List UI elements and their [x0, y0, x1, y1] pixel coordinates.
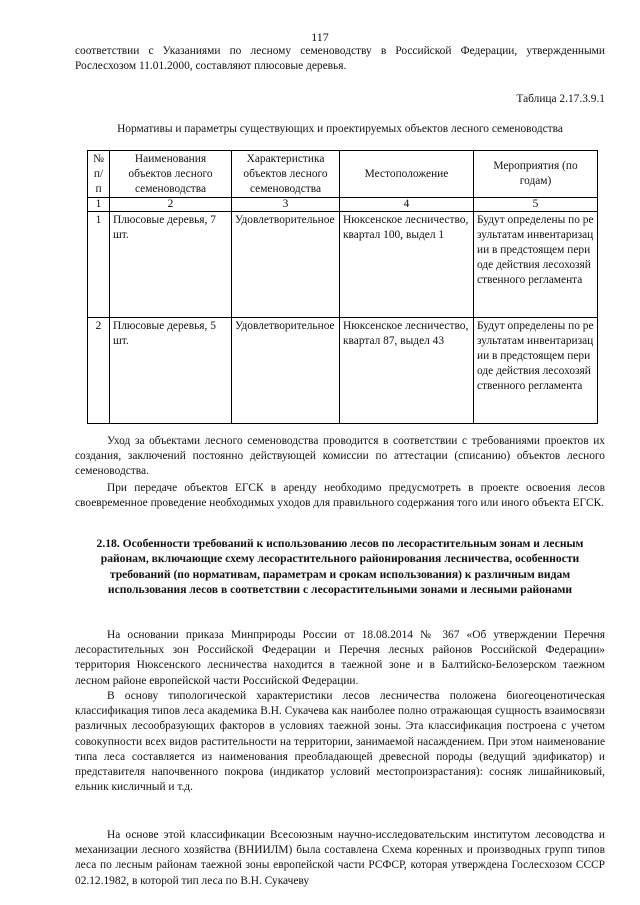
row-measures: Будут определены по результатам инвентаризации в предстоящем периоде действия лесохозяйственного регламента [474, 318, 598, 424]
paragraph-scheme: На основе этой классификации Всесоюзным научно-исследовательским институтом лесоводства и механизации лесного хозяйства (ВНИИЛМ) была составлена Схема коренных и производных групп типов леса по лесным районам таежной зоны европейской части РСФСР, которая утверждена Гослесхозом СССР 02.12.1982, в которой тип леса по В.Н. Сукачеву [75, 829, 605, 887]
column-number: 4 [340, 198, 474, 212]
row-measures: Будут определены по результатам инвентаризации в предстоящем периоде действия лесохозяйственного регламента [474, 212, 598, 318]
header-measures: Мероприятия (по годам) [474, 151, 598, 198]
row-characteristic: Удовлетворительное [232, 318, 340, 424]
column-number: 5 [474, 198, 598, 212]
column-number: 3 [232, 198, 340, 212]
column-number: 2 [110, 198, 232, 212]
header-name: Наименования объектов лесного семеноводства [110, 151, 232, 198]
table-row [88, 318, 598, 424]
table-column-numbers-row [88, 198, 598, 212]
section-heading: 2.18. Особенности требований к использованию лесов по лесорастительным зонам и лесным районам, включающие схему лесорастительного районирования лесничества, особенности требований (по нормативам, параметрам и срокам использования) к различным видам использования лесов в соответствии с лесорастительными зонами и лесными районами [96, 537, 584, 597]
row-name: Плюсовые деревья, 7 шт. [110, 212, 232, 318]
row-num: 1 [88, 212, 110, 318]
table-header-row [88, 151, 598, 198]
paragraph-lease: При передаче объектов ЕГСК в аренду необходимо предусмотреть в проекте освоения лесов своевременное проведение необходимых уходов для правильного содержания того или иного объекта ЕГСК. [75, 482, 605, 510]
paragraph-care: Уход за объектами лесного семеноводства проводится в соответствии с требованиями проектов их создания, заключений постоянно действующей комиссии по аттестации (списанию) объектов лесного семеноводства. [75, 435, 605, 478]
header-location: Местоположение [340, 151, 474, 198]
header-characteristic: Характеристика объектов лесного семеноводства [232, 151, 340, 198]
intro-text: соответствии с Указаниями по лесному семеноводству в Российской Федерации, утвержденными Рослесхозом 11.01.2000, составляют плюсовые деревья. [75, 45, 605, 73]
row-location: Нюксенское лесничество, квартал 87, выдел 43 [340, 318, 474, 424]
table-caption-number: Таблица 2.17.3.9.1 [516, 93, 605, 105]
paragraph-classification: В основу типологической характеристики лесов лесничества положена биогеоценотическая классификация типов леса академика В.Н. Сукачева как наиболее полно отражающая сущность взаимосвязи различных лесообразующих факторов в условиях таежной зоны. Эта классификация построена с учетом совокупности всех видов растительности на территории, занимаемой насаждением. При этом наименование типа леса составляется из наименования преобладающей древесной породы (ведущий эдификатор) и представителя напочвенного покрова (индикатор условий местопроизрастания): сосняк лишайниковый, ельник кисличный и т.д. [75, 690, 605, 794]
row-location: Нюксенское лесничество, квартал 100, выдел 1 [340, 212, 474, 318]
table-title: Нормативы и параметры существующих и проектируемых объектов лесного семеноводства [117, 123, 563, 135]
row-characteristic: Удовлетворительное [232, 212, 340, 318]
page-number: 117 [311, 30, 329, 44]
header-num: № п/п [88, 151, 110, 198]
row-name: Плюсовые деревья, 5 шт. [110, 318, 232, 424]
row-num: 2 [88, 318, 110, 424]
table-row [88, 212, 598, 318]
paragraph-order: На основании приказа Минприроды России от 18.08.2014 № 367 «Об утверждении Перечня лесорастительных зон Российской Федерации и Перечня лесных районов Российской Федерации» территория Нюксенского лесничества находится в таежной зоне и в Балтийско-Белозерском таежном лесном районе европейской части Российской Федерации. [75, 629, 605, 687]
column-number: 1 [88, 198, 110, 212]
intro-paragraph [75, 44, 605, 74]
seed-objects-table [87, 150, 598, 424]
